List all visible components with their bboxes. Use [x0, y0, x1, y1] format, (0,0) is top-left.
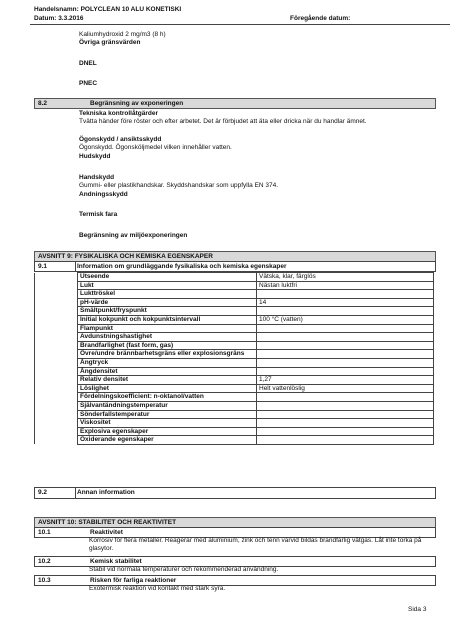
property-value	[257, 427, 434, 436]
property-name: Löslighet	[78, 384, 257, 393]
property-name: Explosiva egenskaper	[78, 427, 257, 436]
section-title: Kemisk stabilitet	[90, 558, 142, 565]
section-title: Risken för farliga reaktioner	[90, 577, 177, 584]
property-name: Brandfarlighet (fast form, gas)	[78, 341, 257, 350]
section-8-2-bar	[34, 98, 436, 109]
row-spacer	[35, 315, 78, 324]
property-name: Relativ densitet	[78, 376, 257, 385]
section-title: Reaktivitet	[90, 529, 123, 536]
table-row	[35, 427, 434, 436]
hazardous-reactions-text: Exotermisk reaktion vid kontakt med stark syra.	[89, 585, 226, 592]
property-value: 100 °C (vatten)	[257, 315, 434, 324]
property-name: Lukttröskel	[78, 290, 257, 299]
table-row	[35, 401, 434, 410]
property-value	[257, 307, 434, 316]
table-row	[35, 367, 434, 376]
table-row	[35, 410, 434, 419]
section-9-title: AVSNITT 9: FYSIKALISKA OCH KEMISKA EGENSKAPER	[38, 253, 213, 260]
property-value	[257, 367, 434, 376]
table-row	[35, 324, 434, 333]
table-row	[35, 315, 434, 324]
table-row	[35, 393, 434, 402]
row-spacer	[35, 384, 78, 393]
table-row	[35, 298, 434, 307]
row-spacer	[35, 393, 78, 402]
row-spacer	[35, 333, 78, 342]
property-name: Oxiderande egenskaper	[78, 436, 257, 445]
row-spacer	[35, 401, 78, 410]
property-name: Fördelningskoefficient: n-oktanol/vatten	[78, 393, 257, 402]
thermal-hazard-heading: Termisk fara	[79, 211, 118, 218]
product-name: Handelsnamn: POLYCLEAN 10 ALU KONETISKI	[34, 6, 182, 13]
document-date: Datum: 3.3.2016	[34, 15, 84, 22]
eye-protection-text: Ögonskydd. Ögonsköljmedel vilken innehåller vatten.	[79, 144, 232, 151]
hand-protection-heading: Handskydd	[79, 174, 115, 181]
row-spacer	[35, 350, 78, 359]
property-value: Helt vattenlöslig	[257, 384, 434, 393]
section-title: Information om grundläggande fysikaliska och kemiska egenskaper	[77, 263, 287, 270]
table-row	[35, 273, 434, 282]
stability-text: Stabil vid normala temperaturer och rekommenderad användning.	[89, 566, 279, 573]
row-spacer	[35, 298, 78, 307]
reactivity-text: Korrosiv för flera metaller. Reagerar med aluminium, zink och tenn varvid bildas brandfarlig vätgas. Låt inte torka på glasytor.	[89, 537, 422, 552]
section-number: 10.3	[38, 577, 51, 584]
property-value: 14	[257, 298, 434, 307]
table-row	[35, 436, 434, 445]
row-spacer	[35, 367, 78, 376]
property-name: Ångtryck	[78, 358, 257, 367]
other-limits-heading: Övriga gränsvärden	[79, 39, 141, 46]
property-name: Ångdensitet	[78, 367, 257, 376]
section-number: 8.2	[38, 100, 48, 107]
property-value	[257, 350, 434, 359]
table-row	[35, 333, 434, 342]
property-value	[257, 358, 434, 367]
column-divider	[75, 261, 76, 271]
properties-table	[34, 272, 434, 445]
row-spacer	[35, 358, 78, 367]
dnel-heading: DNEL	[79, 60, 97, 67]
property-value	[257, 290, 434, 299]
table-row	[35, 290, 434, 299]
property-name: Sönderfallstemperatur	[78, 410, 257, 419]
section-title: Begränsning av exponeringen	[90, 100, 184, 107]
hand-protection-text: Gummi- eller plastikhandskar. Skyddshandskar som uppfylla EN 374.	[79, 182, 279, 189]
property-name: pH-värde	[78, 298, 257, 307]
property-value	[257, 410, 434, 419]
section-number: 10.1	[38, 529, 51, 536]
property-value	[257, 333, 434, 342]
section-9-2-row	[34, 487, 436, 499]
table-row	[35, 350, 434, 359]
previous-date: Föregående datum:	[290, 15, 351, 22]
table-row	[35, 376, 434, 385]
row-spacer	[35, 307, 78, 316]
property-value	[257, 341, 434, 350]
page-number: Sida 3	[408, 606, 427, 613]
property-name: Avdunstningshastighet	[78, 333, 257, 342]
property-value: Vätska, klar, färglös	[257, 273, 434, 282]
row-spacer	[35, 410, 78, 419]
row-spacer	[35, 419, 78, 428]
row-spacer	[35, 273, 78, 282]
respiratory-protection-heading: Andningsskydd	[79, 191, 128, 198]
property-name: Flampunkt	[78, 324, 257, 333]
row-spacer	[35, 436, 78, 445]
property-name: Lukt	[78, 281, 257, 290]
technical-controls-text: Tvätta händer före röster och efter arbetet. Det är förbjudet att äta eller dricka när du handlar ämnet.	[79, 118, 367, 125]
row-spacer	[35, 281, 78, 290]
table-row	[35, 419, 434, 428]
table-row	[35, 281, 434, 290]
property-value	[257, 324, 434, 333]
property-name: Övre/undre brännbarhetsgräns eller explosionsgräns	[78, 350, 257, 359]
property-value: 1,27	[257, 376, 434, 385]
table-row	[35, 341, 434, 350]
property-name: Utseende	[78, 273, 257, 282]
pnec-heading: PNEC	[79, 80, 98, 87]
table-row	[35, 358, 434, 367]
eye-protection-heading: Ögonskydd / ansiktsskydd	[79, 136, 162, 143]
property-name: Initial kokpunkt och kokpunktsintervall	[78, 315, 257, 324]
row-spacer	[35, 427, 78, 436]
column-divider	[75, 487, 76, 498]
row-spacer	[35, 290, 78, 299]
limit-value-koh: Kaliumhydroxid 2 mg/m3 (8 h)	[79, 31, 166, 38]
section-number: 10.2	[38, 558, 51, 565]
technical-controls-heading: Tekniska kontrollåtgärder	[79, 110, 158, 117]
property-name: Smältpunkt/fryspunkt	[78, 307, 257, 316]
table-row	[35, 307, 434, 316]
header-divider	[30, 24, 450, 25]
table-row	[35, 384, 434, 393]
row-spacer	[35, 324, 78, 333]
property-value	[257, 419, 434, 428]
property-value: Nästan luktfri	[257, 281, 434, 290]
skin-protection-heading: Hudskydd	[79, 153, 111, 160]
property-value	[257, 393, 434, 402]
section-title: Annan information	[77, 489, 135, 496]
property-value	[257, 401, 434, 410]
property-name: Självantändningstemperatur	[78, 401, 257, 410]
row-spacer	[35, 376, 78, 385]
section-number: 9.2	[38, 489, 48, 496]
section-10-title: AVSNITT 10: STABILITET OCH REAKTIVITET	[38, 519, 177, 526]
property-name: Viskositet	[78, 419, 257, 428]
row-spacer	[35, 341, 78, 350]
section-9-1-row	[34, 261, 436, 272]
environmental-exposure-heading: Begränsning av miljöexponeringen	[79, 232, 188, 239]
property-value	[257, 436, 434, 445]
section-number: 9.1	[38, 263, 48, 270]
